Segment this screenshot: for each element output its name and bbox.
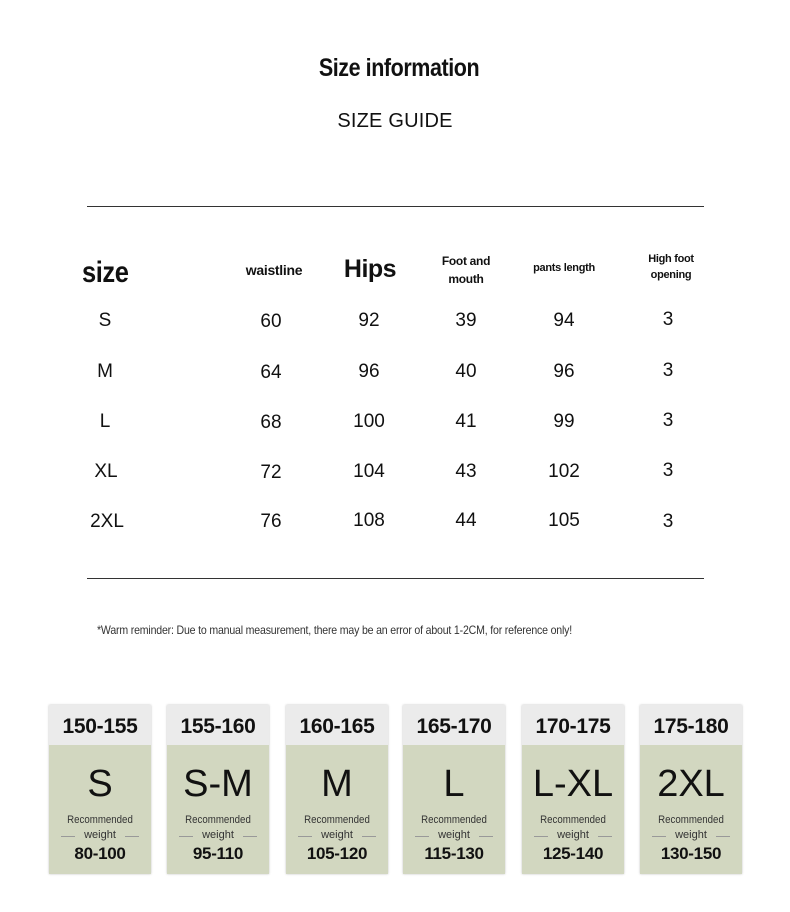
card-height: 175-180 [640,705,742,745]
page-title: Size information [318,54,480,82]
card-recommended-label: Recommended [421,814,487,826]
card-recommended-label: Recommended [185,814,251,826]
cell-high: 3 [662,309,674,330]
cell-hips: 96 [358,361,380,382]
card-recommended-label: Recommended [540,814,606,826]
card-height: 160-165 [286,705,388,745]
card-height: 155-160 [167,705,269,745]
cell-foot: 43 [455,461,477,482]
card-weight-range: 115-130 [424,844,484,863]
cell-hips: 108 [353,510,385,531]
cell-size: S [98,310,112,331]
cell-hips: 100 [353,411,385,432]
size-card [403,705,505,874]
cell-length: 99 [553,411,575,432]
card-recommended-label: Recommended [67,814,133,826]
card-height: 165-170 [403,705,505,745]
cell-high: 3 [662,360,674,381]
card-weight-label: weight [675,829,707,841]
cell-high: 3 [662,460,674,481]
divider-dash [61,836,75,837]
cell-length: 94 [553,310,575,331]
cell-waistline: 60 [260,311,282,332]
card-size: L [443,763,465,805]
cell-waistline: 64 [260,362,282,383]
cell-hips: 104 [353,461,385,482]
cell-foot: 40 [455,361,477,382]
card-height: 170-175 [522,705,624,745]
divider-dash [479,836,493,837]
divider-dash [716,836,730,837]
card-weight-range: 105-120 [306,844,368,863]
card-size: S [87,763,113,805]
cell-high: 3 [662,511,674,532]
bottom-divider [87,578,704,579]
header-high-foot-opening: High foot opening [648,253,694,281]
card-weight-range: 130-150 [660,844,722,863]
card-weight-label: weight [557,829,589,841]
top-divider [87,206,704,207]
header-pants-length: pants length [533,262,595,274]
card-weight-range: 80-100 [74,844,126,863]
header-size: size [82,256,129,289]
card-weight-label: weight [321,829,353,841]
divider-dash [415,836,429,837]
cell-length: 96 [553,361,575,382]
card-recommended-label: Recommended [658,814,724,826]
cell-foot: 44 [455,510,477,531]
cell-size: M [97,361,113,382]
card-size: S-M [183,763,253,805]
cell-size: XL [94,461,118,482]
header-foot-and-mouth: Foot and mouth [441,254,491,286]
card-height: 150-155 [49,705,151,745]
divider-dash [598,836,612,837]
header-waistline: waistline [245,262,303,278]
cell-foot: 39 [455,310,477,331]
cell-foot: 41 [455,411,477,432]
cell-length: 102 [548,461,580,482]
cell-hips: 92 [358,310,380,331]
card-weight-range: 95-110 [192,844,244,863]
size-card [167,705,269,874]
cell-length: 105 [548,510,580,531]
card-weight-label: weight [202,829,234,841]
card-weight-range: 125-140 [542,844,604,863]
measurement-note: *Warm reminder: Due to manual measurement, there may be an error of about 1-2CM, for reference only! [97,623,573,637]
cell-waistline: 68 [260,412,282,433]
card-size: L-XL [532,763,614,805]
cell-high: 3 [662,410,674,431]
size-card [640,705,742,874]
size-card [286,705,388,874]
card-size: M [321,763,353,805]
card-recommended-label: Recommended [304,814,370,826]
divider-dash [179,836,193,837]
size-card [49,705,151,874]
cell-size: 2XL [90,511,124,532]
card-size: 2XL [657,763,725,805]
header-hips: Hips [343,255,397,283]
cell-waistline: 72 [260,462,282,483]
divider-dash [298,836,312,837]
card-weight-label: weight [438,829,470,841]
divider-dash [652,836,666,837]
page-subtitle: SIZE GUIDE [337,110,453,132]
divider-dash [362,836,376,837]
divider-dash [243,836,257,837]
divider-dash [125,836,139,837]
cell-size: L [99,411,111,432]
size-card [522,705,624,874]
cell-waistline: 76 [260,511,282,532]
card-weight-label: weight [84,829,116,841]
divider-dash [534,836,548,837]
